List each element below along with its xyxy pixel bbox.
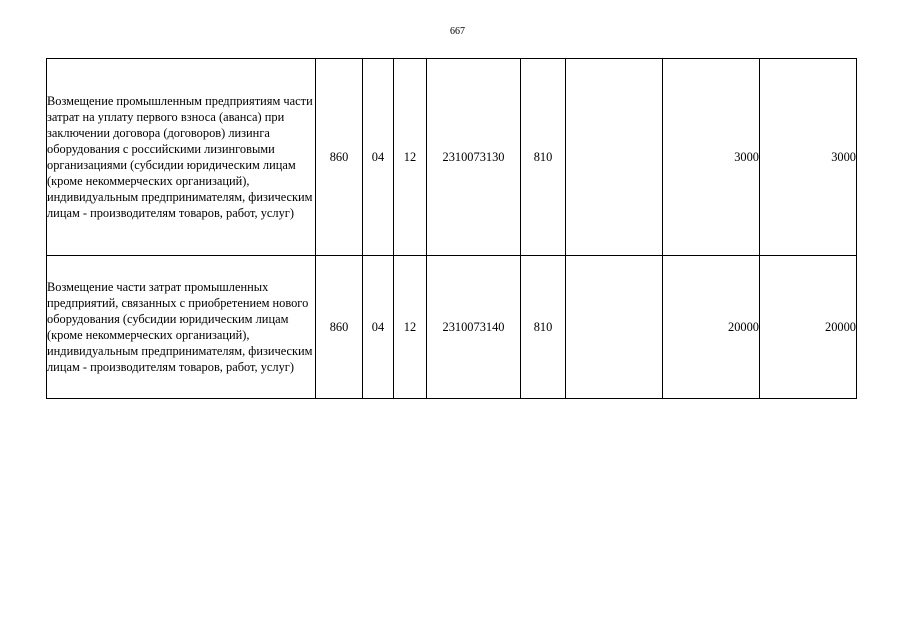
empty-cell bbox=[566, 59, 663, 256]
target-article-cell: 2310073140 bbox=[427, 256, 521, 399]
expense-name-cell: Возмещение промышленным предприятиям части затрат на уплату первого взноса (аванса) при заключении договора (договоров) лизинга оборудования с российскими лизинговыми организациями (субсидии юридическим лицам (кроме некоммерческих организаций), индивидуальным предпринимателям, физическим лицам - производителям товаров, работ, услуг) bbox=[47, 59, 316, 256]
ministry-code-cell: 860 bbox=[316, 59, 363, 256]
expense-name-cell: Возмещение части затрат промышленных предприятий, связанных с приобретением нового оборудования (субсидии юридическим лицам (кроме некоммерческих организаций), индивидуальным предпринимателям, физическим лицам - производителям товаров, работ, услуг) bbox=[47, 256, 316, 399]
page-number: 667 bbox=[450, 26, 465, 37]
target-article-cell: 2310073130 bbox=[427, 59, 521, 256]
empty-cell bbox=[566, 256, 663, 399]
table-row bbox=[47, 256, 857, 399]
amount-cell-2: 3000 bbox=[760, 59, 857, 256]
amount-cell-2: 20000 bbox=[760, 256, 857, 399]
table-row bbox=[47, 59, 857, 256]
section-code-cell: 04 bbox=[363, 256, 394, 399]
amount-cell-1: 3000 bbox=[663, 59, 760, 256]
budget-table bbox=[46, 58, 857, 399]
subsection-code-cell: 12 bbox=[394, 256, 427, 399]
subsection-code-cell: 12 bbox=[394, 59, 427, 256]
expense-type-cell: 810 bbox=[521, 256, 566, 399]
ministry-code-cell: 860 bbox=[316, 256, 363, 399]
expense-type-cell: 810 bbox=[521, 59, 566, 256]
amount-cell-1: 20000 bbox=[663, 256, 760, 399]
section-code-cell: 04 bbox=[363, 59, 394, 256]
